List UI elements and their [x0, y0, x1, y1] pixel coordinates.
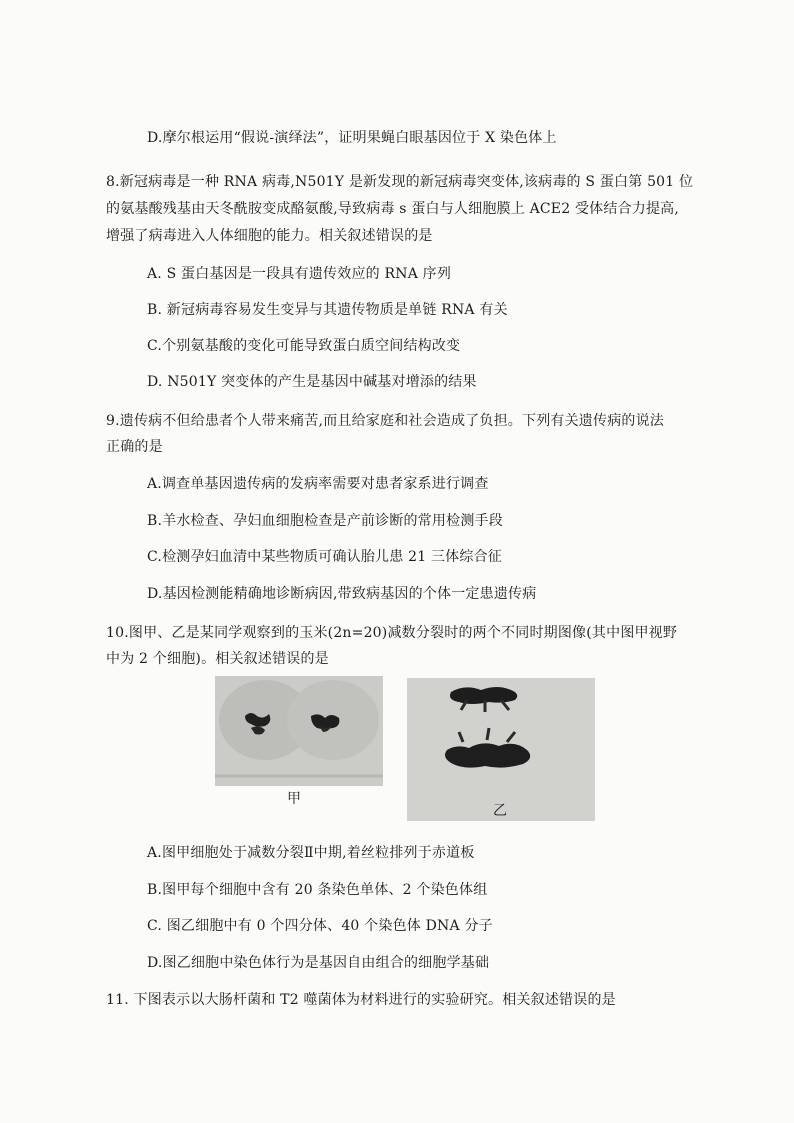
q10-option-d: D.图乙细胞中染色体行为是基因自由组合的细胞学基础	[147, 955, 490, 971]
q8-option-a: A. S 蛋白基因是一段具有遗传效应的 RNA 序列	[147, 266, 452, 282]
q10-option-c: C. 图乙细胞中有 0 个四分体、40 个染色体 DNA 分子	[147, 918, 493, 934]
q8-option-d: D. N501Y 突变体的产生是基因中碱基对增添的结果	[147, 374, 477, 390]
q8-stem-line3: 增强了病毒进入人体细胞的能力。相关叙述错误的是	[106, 228, 433, 244]
micrograph-yi-image	[407, 678, 595, 821]
q10-stem-line2: 中为 2 个细胞)。相关叙述错误的是	[106, 651, 329, 667]
q11-stem-line1: 11. 下图表示以大肠杆菌和 T2 噬菌体为材料进行的实验研究。相关叙述错误的是	[106, 992, 616, 1008]
q9-stem-line2: 正确的是	[106, 439, 163, 455]
label-jia: 甲	[287, 791, 301, 807]
q10-stem-line1: 10.图甲、乙是某同学观察到的玉米(2n=20)减数分裂时的两个不同时期图像(其中图甲视野	[106, 625, 678, 641]
micrograph-jia	[215, 676, 383, 786]
q9-option-d: D.基因检测能精确地诊断病因,带致病基因的个体一定患遗传病	[147, 586, 537, 602]
micrograph-yi	[407, 678, 595, 821]
q8-option-c: C.个别氨基酸的变化可能导致蛋白质空间结构改变	[147, 338, 461, 354]
q9-option-a: A.调查单基因遗传病的发病率需要对患者家系进行调查	[147, 476, 489, 492]
micrograph-jia-image	[215, 676, 383, 786]
q8-option-b: B. 新冠病毒容易发生变异与其遗传物质是单链 RNA 有关	[147, 302, 508, 318]
q10-option-a: A.图甲细胞处于减数分裂Ⅱ中期,着丝粒排列于赤道板	[147, 845, 475, 861]
q10-figure	[215, 676, 595, 821]
q7-option-d: D.摩尔根运用“假说-演绎法”，证明果蝇白眼基因位于 X 染色体上	[147, 130, 557, 146]
q10-option-b: B.图甲每个细胞中含有 20 条染色单体、2 个染色体组	[147, 882, 488, 898]
q8-stem-line2: 的氨基酸残基由天冬酰胺变成酪氨酸,导致病毒 s 蛋白与人细胞膜上 ACE2 受体结合力提高,	[106, 201, 680, 217]
q9-option-b: B.羊水检查、孕妇血细胞检查是产前诊断的常用检测手段	[147, 513, 503, 529]
q9-option-c: C.检测孕妇血清中某些物质可确认胎儿患 21 三体综合征	[147, 549, 502, 565]
label-yi: 乙	[493, 803, 507, 819]
q9-stem-line1: 9.遗传病不但给患者个人带来痛苦,而且给家庭和社会造成了负担。下列有关遗传病的说法	[106, 413, 665, 429]
q8-stem-line1: 8.新冠病毒是一种 RNA 病毒,N501Y 是新发现的新冠病毒突变体,该病毒的 S 蛋白第 501 位	[106, 174, 694, 190]
